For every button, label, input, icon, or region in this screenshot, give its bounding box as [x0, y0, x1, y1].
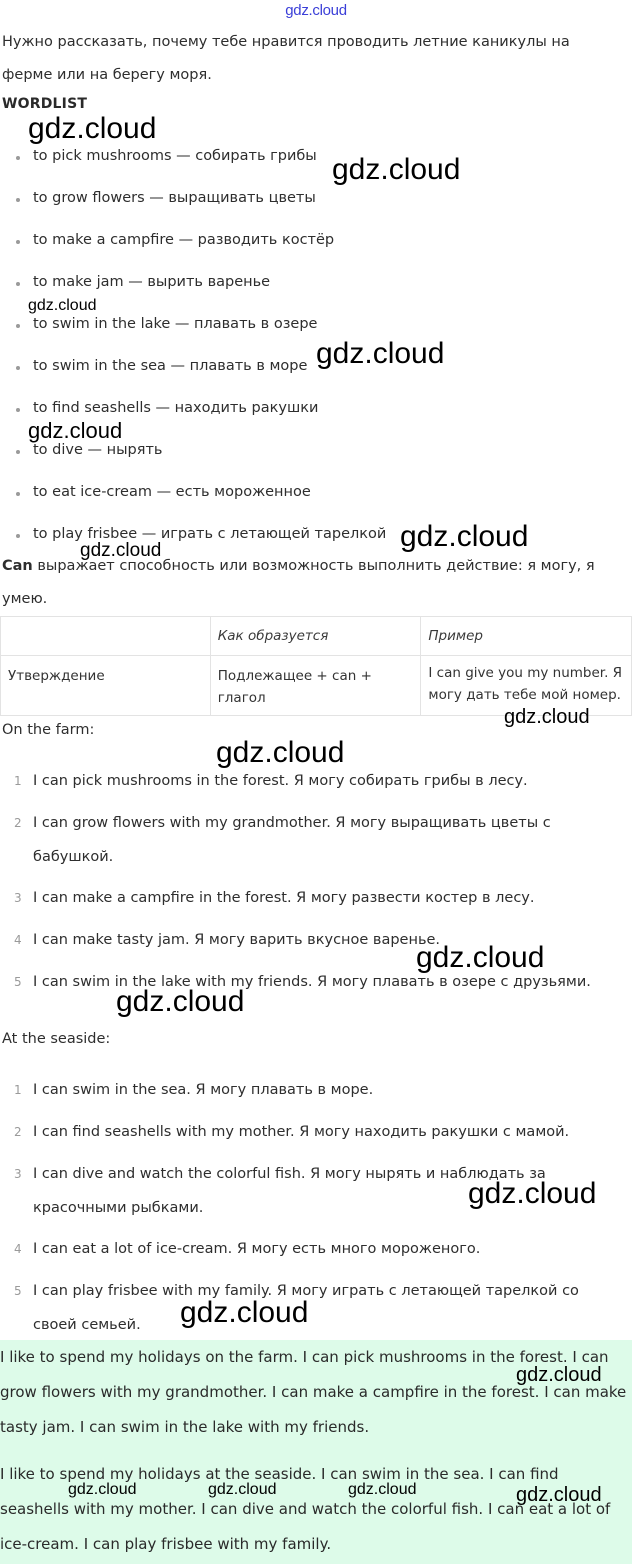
- watermark: gdz.cloud: [468, 1177, 597, 1210]
- answer-box: [0, 1340, 632, 1564]
- grammar-table: [0, 616, 632, 716]
- table-cell-formation: Подлежащее + can + глагол: [210, 656, 421, 716]
- watermark: gdz.cloud: [516, 1364, 602, 1386]
- intro-text: Нужно рассказать, почему тебе нравится проводить летние каникулы на ферме или на берегу моря.: [2, 34, 570, 83]
- table-header-cell: Пример: [421, 617, 632, 656]
- watermark: gdz.cloud: [516, 1484, 602, 1506]
- bullet-icon: [16, 408, 20, 412]
- watermark: gdz.cloud: [416, 941, 545, 974]
- watermark: gdz.cloud: [348, 1481, 417, 1498]
- wordlist-title: WORDLIST: [2, 96, 88, 112]
- watermark: gdz.cloud: [504, 706, 590, 728]
- site-mark: gdz.cloud: [285, 2, 347, 19]
- table-header-cell: [1, 617, 211, 656]
- answer-seaside: I like to spend my holidays at the seaside. I can swim in the sea. I can find seashells with my mother. I can dive and watch the colorful fish. I can eat a lot of ice-cream. I can play frisbee with my family.: [0, 1465, 611, 1553]
- list-item: 4 I can eat a lot of ice-cream. Я могу есть много мороженого.: [14, 1241, 481, 1257]
- seaside-label: At the seaside:: [2, 1031, 111, 1047]
- bullet-icon: [16, 450, 20, 454]
- table-header-row: [1, 617, 632, 656]
- can-note-bold: Can: [2, 558, 33, 574]
- list-item: 5 I can swim in the lake with my friends. Я могу плавать в озере с друзьями.: [14, 974, 591, 990]
- bullet-icon: [16, 156, 20, 160]
- list-item: 2 I can grow flowers with my grandmother. Я могу выращивать цветы с бабушкой.: [14, 815, 551, 865]
- watermark: gdz.cloud: [332, 153, 461, 186]
- bullet-icon: [16, 492, 20, 496]
- list-item: 1 I can swim in the sea. Я могу плавать в море.: [14, 1082, 374, 1098]
- can-note-text: выражает способность или возможность выполнить действие: я могу, я умею.: [2, 558, 595, 607]
- bullet-icon: [16, 282, 20, 286]
- answer-farm: I like to spend my holidays on the farm. I can pick mushrooms in the forest. I can grow flowers with my grandmother. I can make a campfire in the forest. I can make tasty jam. I can swim in the lake with my friends.: [0, 1348, 627, 1436]
- watermark: gdz.cloud: [116, 985, 245, 1018]
- watermark: gdz.cloud: [68, 1481, 137, 1498]
- bullet-icon: [16, 324, 20, 328]
- table-cell-label: Утверждение: [1, 656, 211, 716]
- watermark: gdz.cloud: [28, 112, 157, 145]
- bullet-icon: [16, 198, 20, 202]
- bullet-icon: [16, 240, 20, 244]
- bullet-icon: [16, 366, 20, 370]
- list-item: 5 I can play frisbee with my family. Я могу играть с летающей тарелкой со своей семьей.: [14, 1283, 579, 1333]
- table-cell-example: I can give you my number. Я могу дать тебе мой номер.: [421, 656, 632, 716]
- table-header-cell: Как образуется: [210, 617, 421, 656]
- watermark: gdz.cloud: [180, 1296, 309, 1329]
- watermark: gdz.cloud: [28, 297, 97, 314]
- watermark: gdz.cloud: [208, 1481, 277, 1498]
- can-note: [2, 550, 624, 616]
- page: gdz.cloud Нужно рассказать, почему тебе нравится проводить летние каникулы на ферме или на берегу моря. WORDLIST to pick mushrooms — собирать грибы to grow flowers — выращивать цветы to make a campfire — разводить костёр to make jam — вырить варенье to swim in the lake — плавать в озере to swim in the sea — плавать в море to find seashells — находить ракушки to dive — нырять to eat ice-cream — есть мороженное to play frisbee — играть с летающей тарелкой Can выражает способность или возможность выполнить действие: я могу, я умею. Как образуется Пример Утверждение Подлежащее + can + глагол I can give you my number. Я могу дать тебе мой номер. On the farm: 1 I can pick mushrooms in the forest. Я могу собирать грибы в лесу. 2 I can grow flowers with my grandmother. Я могу выращивать цветы с бабушкой. 3 I can make a campfire in the forest. Я могу развести костер в лесу. 4 I can make tasty jam. Я могу варить вкусное варенье. 5 I can swim in the lake with my friends. Я могу плавать в озере с друзьями. At the seaside: 1 I can swim in the sea. Я могу плавать в море. 2 I can find seashells with my mother. Я могу находить ракушки с мамой. 3 I can dive and watch the colorful fish. Я могу нырять и наблюдать за красочными рыбками. 4 I can eat a lot of ice-cream. Я могу есть много мороженого. 5 I can play frisbee with my family. Я могу играть с летающей тарелкой со своей семьей. I like to spend my holidays on the farm. I can pick mushrooms in the forest. I can grow flowers with my grandmother. I can make a campfire in the forest. I can make tasty jam. I can swim in the lake with my friends. I like to spend my holidays at the seaside. I can swim in the sea. I can find seashells with my mother. I can dive and watch the colorful fish. I can eat a lot of ice-cream. I can play frisbee with my family. gdz.cloud gdz.cloud gdz.cloud gdz.cloud gdz.cloud gdz.cloud gdz.cloud gdz.cloud gdz.cloud gdz.cloud gdz.cloud gdz.cloud gdz.cloud gdz.cloud gdz.cloud gdz.cloud gdz.cloud gdz.cloud: [0, 0, 632, 1564]
- table-row: [1, 656, 632, 716]
- bullet-icon: [16, 534, 20, 538]
- list-item: 2 I can find seashells with my mother. Я могу находить ракушки с мамой.: [14, 1124, 570, 1140]
- watermark: gdz.cloud: [400, 520, 529, 553]
- watermark: gdz.cloud: [80, 540, 162, 561]
- list-item: 3 I can dive and watch the colorful fish. Я могу нырять и наблюдать за красочными рыбками.: [14, 1166, 546, 1216]
- watermark: gdz.cloud: [216, 736, 345, 769]
- list-item: 4 I can make tasty jam. Я могу варить вкусное варенье.: [14, 932, 441, 948]
- list-item: 1 I can pick mushrooms in the forest. Я могу собирать грибы в лесу.: [14, 773, 528, 789]
- farm-label: On the farm:: [2, 722, 95, 738]
- list-item: 3 I can make a campfire in the forest. Я могу развести костер в лесу.: [14, 890, 535, 906]
- watermark: gdz.cloud: [28, 418, 123, 443]
- watermark: gdz.cloud: [316, 337, 445, 370]
